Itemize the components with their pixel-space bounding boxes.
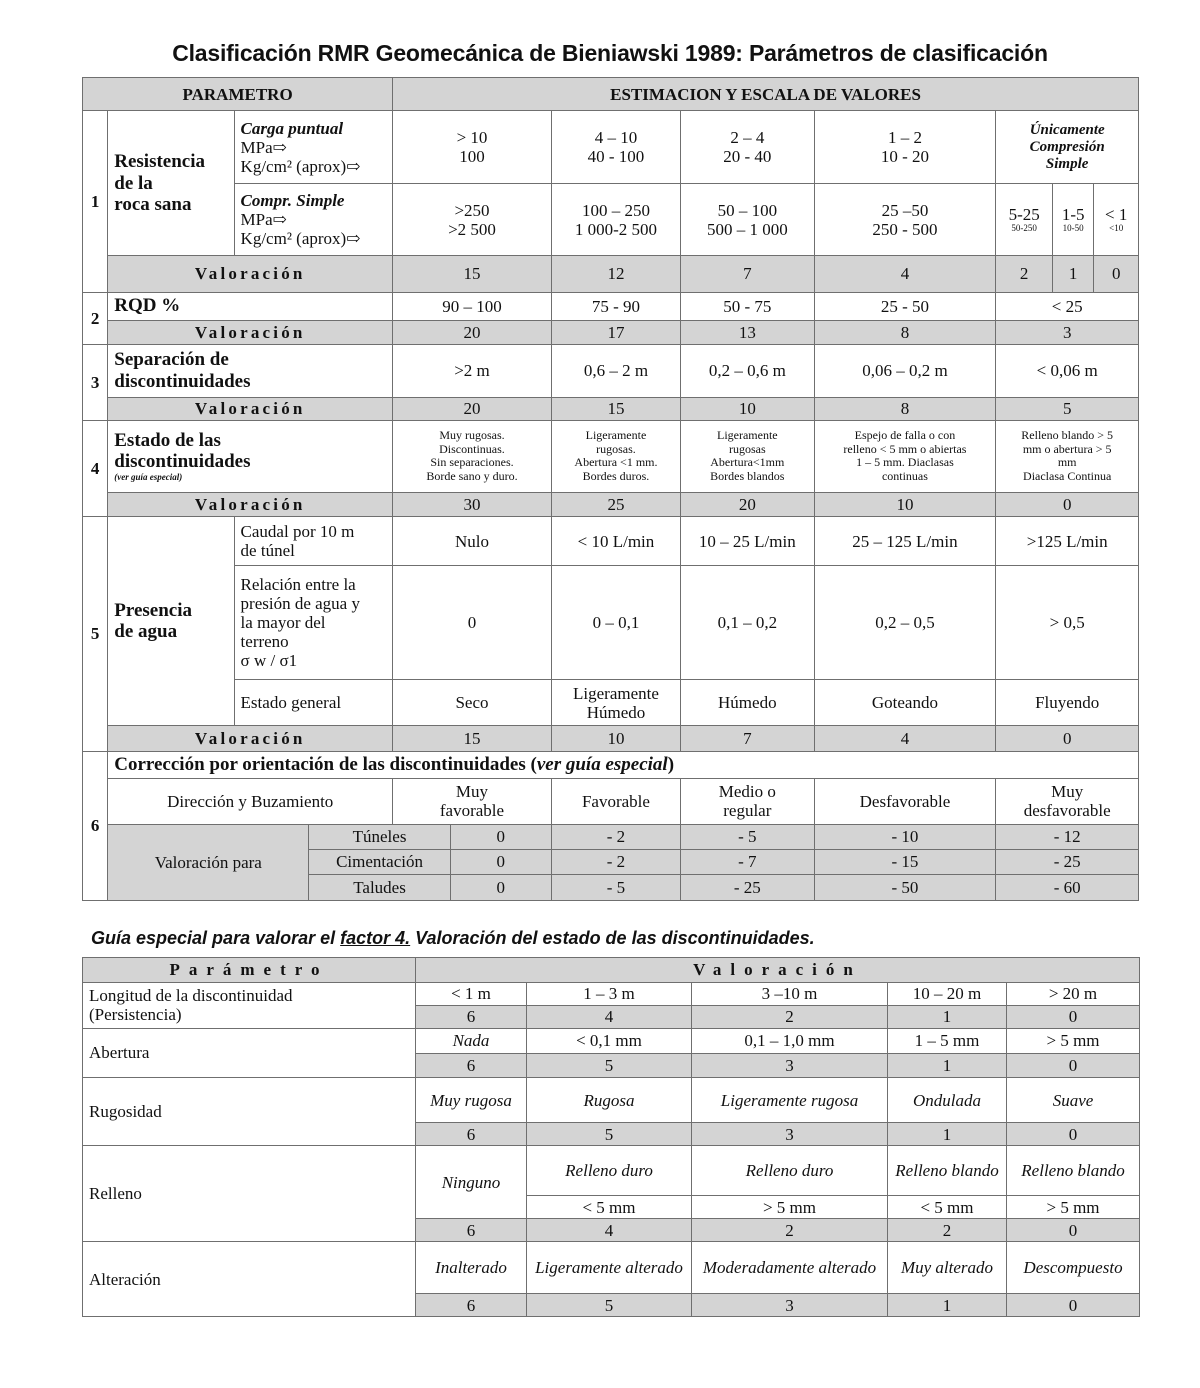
cell-value: 0 (996, 726, 1139, 751)
cell-value: 0 (393, 566, 552, 680)
cell-value: 15 (393, 726, 552, 751)
cell-value: 1 (888, 1053, 1007, 1077)
cell-value: 4 (814, 256, 996, 292)
param-number: 2 (83, 292, 108, 344)
cell-value: - 7 (681, 849, 814, 874)
header-parametro: Parámetro (83, 958, 416, 983)
cell-value: < 5 mm (527, 1196, 692, 1219)
cell-value: 3 (692, 1123, 888, 1146)
cell-value: 6 (416, 1123, 527, 1146)
row-label: Taludes (309, 874, 450, 900)
cell-value: Espejo de falla o con relleno < 5 mm o abiertas 1 – 5 mm. Diaclasas continuas (814, 420, 996, 492)
cell-value: Goteando (814, 680, 996, 726)
cell-value: Nulo (393, 517, 552, 566)
cell-value: 17 (551, 320, 680, 344)
cell-value: 0 (1007, 1005, 1140, 1028)
cell-value: 0 (1007, 1219, 1140, 1242)
caudal-label: Caudal por 10 m de túnel (234, 517, 393, 566)
param-name: Separación de discontinuidades (108, 344, 393, 397)
cell-value: 0 (1007, 1294, 1140, 1317)
header-valoracion: Valoración (416, 958, 1140, 983)
cell-value: Ninguno (416, 1146, 527, 1219)
cell-value: - 2 (551, 849, 680, 874)
cell-value: - 12 (996, 824, 1139, 849)
cell-value: < 0,1 mm (527, 1028, 692, 1053)
cell-value: 25 –50 250 - 500 (814, 184, 996, 256)
cell-value: Relleno blando (888, 1146, 1007, 1196)
cell-value: 20 (393, 320, 552, 344)
cell-value: 2 (692, 1005, 888, 1028)
cell-value: 4 (814, 726, 996, 751)
cell-value: 20 (393, 397, 552, 420)
cell-value: 3 (692, 1053, 888, 1077)
cell-value: 2 – 4 20 - 40 (681, 111, 814, 184)
cell-value: 10 (551, 726, 680, 751)
param-number: 6 (83, 751, 108, 900)
valoracion-label: Valoración (108, 256, 393, 292)
cell-value: 12 (551, 256, 680, 292)
cell-value: > 5 mm (1007, 1196, 1140, 1219)
cell-value: > 5 mm (692, 1196, 888, 1219)
cell-value: 1 – 3 m (527, 982, 692, 1005)
cell-value: 8 (814, 397, 996, 420)
cell-value: Muy alterado (888, 1242, 1007, 1294)
cell-value: < 25 (996, 292, 1139, 320)
cell-value: 5 (996, 397, 1139, 420)
cell-value: 0 (1007, 1123, 1140, 1146)
cell-value: Desfavorable (814, 778, 996, 824)
param-number: 1 (83, 111, 108, 292)
param-number: 5 (83, 517, 108, 752)
cell-value: >250 >2 500 (393, 184, 552, 256)
cell-value: 10 – 25 L/min (681, 517, 814, 566)
cell-value: 0,2 – 0,5 (814, 566, 996, 680)
cell-value: 6 (416, 1005, 527, 1028)
cell-value: 6 (416, 1219, 527, 1242)
cell-value: - 10 (814, 824, 996, 849)
cell-value: Ligeramente alterado (527, 1242, 692, 1294)
cell-value: Ligeramente rugosas Abertura<1mm Bordes blandos (681, 420, 814, 492)
correccion-title: Corrección por orientación de las discontinuidades (ver guía especial) (108, 751, 1139, 778)
carga-puntual-label: Carga puntual MPa⇨ Kg/cm² (aprox)⇨ (234, 111, 393, 184)
cell-value: >2 m (393, 344, 552, 397)
cell-value: 15 (393, 256, 552, 292)
cell-value: 1 – 2 10 - 20 (814, 111, 996, 184)
cell-value: - 25 (681, 874, 814, 900)
cell-value: - 15 (814, 849, 996, 874)
row-label: Alteración (83, 1242, 416, 1317)
param-name: Estado de las discontinuidades (ver guía especial) (108, 420, 393, 492)
cell-value: Relleno blando > 5 mm o abertura > 5 mm Diaclasa Continua (996, 420, 1139, 492)
cell-value: Ligeramente Húmedo (551, 680, 680, 726)
cell-value: 90 – 100 (393, 292, 552, 320)
cell-value: 50 - 75 (681, 292, 814, 320)
cell-value: > 10 100 (393, 111, 552, 184)
cell-value: Seco (393, 680, 552, 726)
row-label: Longitud de la discontinuidad (Persistencia) (83, 982, 416, 1028)
cell-value: 10 – 20 m (888, 982, 1007, 1005)
cell-value: Muy desfavorable (996, 778, 1139, 824)
cell-value: 0,1 – 0,2 (681, 566, 814, 680)
cell-value: 4 – 10 40 - 100 (551, 111, 680, 184)
cell-value: 25 (551, 492, 680, 516)
param-number: 4 (83, 420, 108, 516)
cell-value: 7 (681, 256, 814, 292)
cell-value: 7 (681, 726, 814, 751)
cell-value: Ondulada (888, 1077, 1007, 1123)
cell-value: 0 – 0,1 (551, 566, 680, 680)
cell-value: 0,6 – 2 m (551, 344, 680, 397)
cell-value: 13 (681, 320, 814, 344)
cell-value: 0,2 – 0,6 m (681, 344, 814, 397)
cell-value: Suave (1007, 1077, 1140, 1123)
unicamente-compresion-label: Únicamente Compresión Simple (996, 111, 1139, 184)
compresion-simple-label: Compr. Simple MPa⇨ Kg/cm² (aprox)⇨ (234, 184, 393, 256)
cell-value: Moderadamente alterado (692, 1242, 888, 1294)
cell-value: 0 (996, 492, 1139, 516)
valoracion-label: Valoración (108, 492, 393, 516)
guide-table (82, 957, 1140, 1317)
direccion-label: Dirección y Buzamiento (108, 778, 393, 824)
cell-value: 8 (814, 320, 996, 344)
cell-value: Relleno blando (1007, 1146, 1140, 1196)
cell-value: - 25 (996, 849, 1139, 874)
param-number: 3 (83, 344, 108, 420)
cell-value: 20 (681, 492, 814, 516)
valoracion-label: Valoración (108, 320, 393, 344)
cell-value: > 5 mm (1007, 1028, 1140, 1053)
cell-value: 4 (527, 1005, 692, 1028)
cell-value: 1 (888, 1005, 1007, 1028)
cell-value: 3 (996, 320, 1139, 344)
cell-value: 1 (1052, 256, 1093, 292)
cell-value: Medio o regular (681, 778, 814, 824)
param-name: Presencia de agua (108, 517, 234, 726)
cell-value: - 2 (551, 824, 680, 849)
estado-general-label: Estado general (234, 680, 393, 726)
cell-value: 0 (1094, 256, 1139, 292)
cell-value: 50 – 100 500 – 1 000 (681, 184, 814, 256)
cell-value: Inalterado (416, 1242, 527, 1294)
cell-value: 3 –10 m (692, 982, 888, 1005)
cell-value: 5 (527, 1294, 692, 1317)
header-estimacion: ESTIMACION Y ESCALA DE VALORES (393, 78, 1139, 111)
row-label: Rugosidad (83, 1077, 416, 1146)
cell-value: Ligeramente rugosas. Abertura <1 mm. Bordes duros. (551, 420, 680, 492)
cell-value: - 5 (551, 874, 680, 900)
cell-value: < 0,06 m (996, 344, 1139, 397)
param-name: Resistencia de la roca sana (108, 111, 234, 256)
row-label: Relleno (83, 1146, 416, 1242)
cell-value: 0 (450, 824, 551, 849)
row-label: Cimentación (309, 849, 450, 874)
cell-value: 6 (416, 1294, 527, 1317)
cell-value: 1 (888, 1123, 1007, 1146)
guide-title: Guía especial para valorar el factor 4. Valoración del estado de las discontinuidades. (91, 928, 815, 948)
cell-value: Muy favorable (393, 778, 552, 824)
cell-value: Relleno duro (527, 1146, 692, 1196)
cell-value: >125 L/min (996, 517, 1139, 566)
cell-value: < 1 <10 (1094, 184, 1139, 256)
cell-value: 25 – 125 L/min (814, 517, 996, 566)
cell-value: Ligeramente rugosa (692, 1077, 888, 1123)
cell-value: Fluyendo (996, 680, 1139, 726)
cell-value: 5-25 50-250 (996, 184, 1053, 256)
param-name: RQD % (108, 292, 393, 320)
cell-value: 75 - 90 (551, 292, 680, 320)
cell-value: 15 (551, 397, 680, 420)
valoracion-label: Valoración (108, 397, 393, 420)
cell-value: 30 (393, 492, 552, 516)
cell-value: 10 (814, 492, 996, 516)
cell-value: - 5 (681, 824, 814, 849)
cell-value: 0 (450, 874, 551, 900)
cell-value: > 0,5 (996, 566, 1139, 680)
cell-value: 10 (681, 397, 814, 420)
cell-value: 1 (888, 1294, 1007, 1317)
relacion-label: Relación entre la presión de agua y la mayor del terreno σ w / σ1 (234, 566, 393, 680)
cell-value: 1-5 10-50 (1052, 184, 1093, 256)
cell-value: 1 – 5 mm (888, 1028, 1007, 1053)
cell-value: 3 (692, 1294, 888, 1317)
cell-value: 5 (527, 1053, 692, 1077)
cell-value: - 60 (996, 874, 1139, 900)
cell-value: 5 (527, 1123, 692, 1146)
cell-value: Relleno duro (692, 1146, 888, 1196)
page-title: Clasificación RMR Geomecánica de Bieniawski 1989: Parámetros de clasificación (172, 40, 1048, 66)
valoracion-para-label: Valoración para (108, 824, 309, 900)
row-label: Abertura (83, 1028, 416, 1077)
valoracion-label: Valoración (108, 726, 393, 751)
cell-value: 0,06 – 0,2 m (814, 344, 996, 397)
cell-value: 0,1 – 1,0 mm (692, 1028, 888, 1053)
cell-value: 2 (692, 1219, 888, 1242)
header-parametro: PARAMETRO (83, 78, 393, 111)
cell-value: 6 (416, 1053, 527, 1077)
cell-value: Rugosa (527, 1077, 692, 1123)
rmr-classification-table (82, 77, 1139, 901)
cell-value: 2 (996, 256, 1053, 292)
cell-value: 2 (888, 1219, 1007, 1242)
cell-value: - 50 (814, 874, 996, 900)
cell-value: 25 - 50 (814, 292, 996, 320)
cell-value: Favorable (551, 778, 680, 824)
cell-value: Húmedo (681, 680, 814, 726)
cell-value: 4 (527, 1219, 692, 1242)
cell-value: > 20 m (1007, 982, 1140, 1005)
row-label: Túneles (309, 824, 450, 849)
cell-value: Nada (416, 1028, 527, 1053)
cell-value: 0 (1007, 1053, 1140, 1077)
cell-value: < 1 m (416, 982, 527, 1005)
cell-value: < 10 L/min (551, 517, 680, 566)
cell-value: 100 – 250 1 000-2 500 (551, 184, 680, 256)
cell-value: 0 (450, 849, 551, 874)
cell-value: Muy rugosas. Discontinuas. Sin separaciones. Borde sano y duro. (393, 420, 552, 492)
cell-value: Muy rugosa (416, 1077, 527, 1123)
cell-value: Descompuesto (1007, 1242, 1140, 1294)
cell-value: < 5 mm (888, 1196, 1007, 1219)
